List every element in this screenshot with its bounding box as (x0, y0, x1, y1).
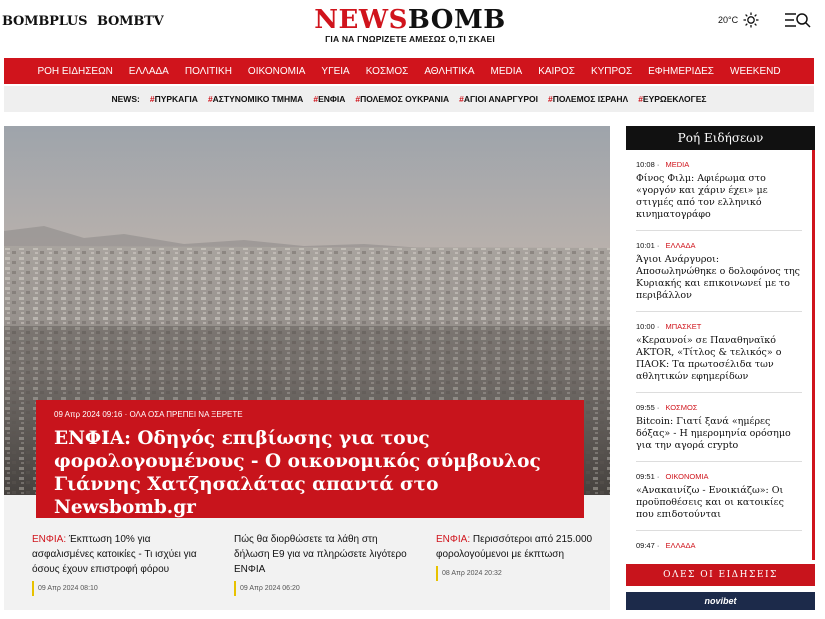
article-date: 08 Απρ 2024 20:32 (436, 566, 610, 581)
tag-link[interactable]: #ΕΝΦΙΑ (313, 94, 346, 104)
nav-item[interactable]: ΡΟΗ ΕΙΔΗΣΕΩΝ (37, 65, 113, 77)
feed-category[interactable]: MEDIA (665, 160, 690, 169)
tag-link[interactable]: #ΑΓΙΟΙ ΑΝΑΡΓΥΡΟΙ (459, 94, 538, 104)
feed-title[interactable]: Άγιοι Ανάργυροι: Αποσωληνώθηκε ο δολοφόνος της Κυριακής και επικοινωνεί με το περιβάλλον (636, 254, 800, 301)
nav-item[interactable]: ΥΓΕΙΑ (321, 65, 350, 77)
nav-item[interactable]: ΚΥΠΡΟΣ (590, 65, 633, 77)
feed-category[interactable]: ΟΙΚΟΝΟΜΙΑ (665, 472, 709, 481)
news-feed-list[interactable] (626, 150, 815, 560)
feed-item[interactable]: 09:55 · ΚΟΣΜΟΣ Bitcoin: Γιατί ξανά «ημέρες δόξας» - Η ημερομηνία ορόσημο για την αγορά crypto (636, 393, 802, 462)
nav-item[interactable]: ΠΟΛΙΤΙΚΗ (184, 65, 232, 77)
feed-item[interactable]: 10:01 · ΕΛΛΑΔΑ Άγιοι Ανάργυροι: Αποσωληνώθηκε ο δολοφόνος της Κυριακής και επικοινωνεί με το περιβάλλον (636, 231, 802, 312)
article-date: 09 Απρ 2024 08:10 (32, 581, 206, 596)
feed-title[interactable]: Φίνος Φιλμ: Αφιέρωμα στο «γοργόν και χάριν έχει» με στιγμές από τον ελληνικό κινηματογράφο (636, 173, 768, 220)
article-title[interactable]: Πώς θα διορθώσετε τα λάθη στη δήλωση Ε9 για να πληρώσετε λιγότερο ΕΝΦΙΑ (234, 534, 407, 575)
article-tag: ΕΝΦΙΑ: (436, 534, 471, 545)
feed-title[interactable]: Bitcoin: Γιατί ξανά «ημέρες δόξας» - Η ημερομηνία ορόσημο για την αγορά crypto (636, 416, 791, 451)
hero-caption-box[interactable] (36, 400, 584, 518)
logo-news-text: NEWS (314, 5, 408, 35)
related-article[interactable] (32, 532, 206, 596)
tag-link[interactable]: #ΠΥΡΚΑΓΙΑ (149, 94, 198, 104)
trending-tags-bar (4, 86, 814, 112)
feed-time: 10:01 (636, 241, 655, 250)
tags-label: NEWS: (111, 94, 140, 104)
article-tag: ΕΝΦΙΑ: (32, 534, 67, 545)
hero-meta: 09 Απρ 2024 09:16 · ΟΛΑ ΟΣΑ ΠΡΕΠΕΙ ΝΑ ΞΕΡΕΤΕ (54, 410, 243, 419)
related-articles (4, 532, 610, 596)
main-nav (4, 58, 814, 84)
nav-item[interactable]: ΚΑΙΡΟΣ (538, 65, 575, 77)
related-article[interactable] (234, 532, 408, 596)
hero-title[interactable]: ΕΝΦΙΑ: Οδηγός επιβίωσης για τους φορολογουμένους - Ο οικονομικός σύμβουλος Γιάννης Χατζησαλάτας απαντά στο Newsbomb.gr (54, 428, 541, 518)
feed-title[interactable]: «Κεραυνοί» σε Παναθηναϊκό AKTOR, «Τίτλος & τελικός» ο ΠΑΟΚ: Τα πρωτοσέλιδα των αθλητικών εφημερίδων (636, 335, 782, 382)
nav-item[interactable]: ΕΦΗΜΕΡΙΔΕΣ (648, 65, 714, 77)
feed-category[interactable]: ΚΟΣΜΟΣ (665, 403, 698, 412)
tag-link[interactable]: #ΠΟΛΕΜΟΣ ΟΥΚΡΑΝΙΑ (355, 94, 450, 104)
bombtv-link[interactable]: BOMBTV (97, 14, 164, 29)
article-title[interactable]: Περισσότεροι από 215.000 φορολογούμενοι με έκπτωση (436, 534, 593, 560)
top-header (0, 0, 825, 50)
weather-widget[interactable] (718, 12, 759, 28)
feed-time: 09:51 (636, 472, 655, 481)
novibet-ad-banner[interactable]: novibet (626, 592, 815, 610)
menu-search-icon[interactable] (784, 10, 812, 30)
tag-link[interactable]: #ΕΥΡΩΕΚΛΟΓΕΣ (638, 94, 707, 104)
bombplus-link[interactable]: BOMBPLUS (2, 14, 88, 29)
nav-item[interactable]: WEEKEND (730, 65, 781, 77)
feed-time: 09:55 (636, 403, 655, 412)
nav-item[interactable]: ΑΘΛΗΤΙΚΑ (424, 65, 475, 77)
feed-category[interactable]: ΕΛΛΑΔΑ (665, 541, 696, 550)
sun-icon (743, 12, 759, 28)
tag-link[interactable]: #ΠΟΛΕΜΟΣ ΙΣΡΑΗΛ (547, 94, 629, 104)
feed-item[interactable]: 10:00 · ΜΠΑΣΚΕΤ «Κεραυνοί» σε Παναθηναϊκό AKTOR, «Τίτλος & τελικός» ο ΠΑΟΚ: Τα πρωτοσέλιδα των αθλητικών εφημερίδων (636, 312, 802, 393)
logo-bomb-text: BOMB (407, 5, 506, 35)
nav-item[interactable]: ΟΙΚΟΝΟΜΙΑ (247, 65, 306, 77)
nav-item[interactable]: ΚΟΣΜΟΣ (365, 65, 409, 77)
nav-item[interactable]: ΕΛΛΑΔΑ (128, 65, 169, 77)
feed-item[interactable]: 09:47 · ΕΛΛΑΔΑ (636, 531, 802, 560)
related-article[interactable] (436, 532, 610, 596)
feed-time: 09:47 (636, 541, 655, 550)
feed-item[interactable]: 09:51 · ΟΙΚΟΝΟΜΙΑ «Ανακαινίζω - Ενοικιάζω»: Οι προϋποθέσεις και οι κατοικίες που επιδοτούνται (636, 462, 802, 531)
article-title[interactable]: Έκπτωση 10% για ασφαλισμένες κατοικίες - Τι ισχύει για όσους έχουν επιστροφή φόρου (32, 534, 197, 575)
feed-title[interactable]: «Ανακαινίζω - Ενοικιάζω»: Οι προϋποθέσεις και οι κατοικίες που επιδοτούνται (636, 485, 784, 520)
article-date: 09 Απρ 2024 06:20 (234, 581, 408, 596)
tag-link[interactable]: #ΑΣΤΥΝΟΜΙΚΟ ΤΜΗΜΑ (207, 94, 304, 104)
feed-item[interactable]: 10:08 · MEDIA Φίνος Φιλμ: Αφιέρωμα στο «γοργόν και χάριν έχει» με στιγμές από τον ελληνικό κινηματογράφο (636, 150, 802, 231)
temperature-text: 20°C (718, 15, 739, 25)
feed-time: 10:08 (636, 160, 655, 169)
feed-time: 10:00 (636, 322, 655, 331)
feed-category[interactable]: ΕΛΛΑΔΑ (665, 241, 696, 250)
site-logo[interactable] (300, 6, 520, 44)
sidebar-heading: Ροή Ειδήσεων (626, 126, 815, 150)
all-news-button[interactable]: ΟΛΕΣ ΟΙ ΕΙΔΗΣΕΙΣ (626, 564, 815, 586)
nav-item[interactable]: MEDIA (490, 65, 523, 77)
feed-category[interactable]: ΜΠΑΣΚΕΤ (665, 322, 702, 331)
site-tagline: ΓΙΑ ΝΑ ΓΝΩΡΙΖΕΤΕ ΑΜΕΣΩΣ Ο,ΤΙ ΣΚΑΕΙ (325, 34, 495, 44)
news-feed-sidebar (626, 126, 815, 586)
